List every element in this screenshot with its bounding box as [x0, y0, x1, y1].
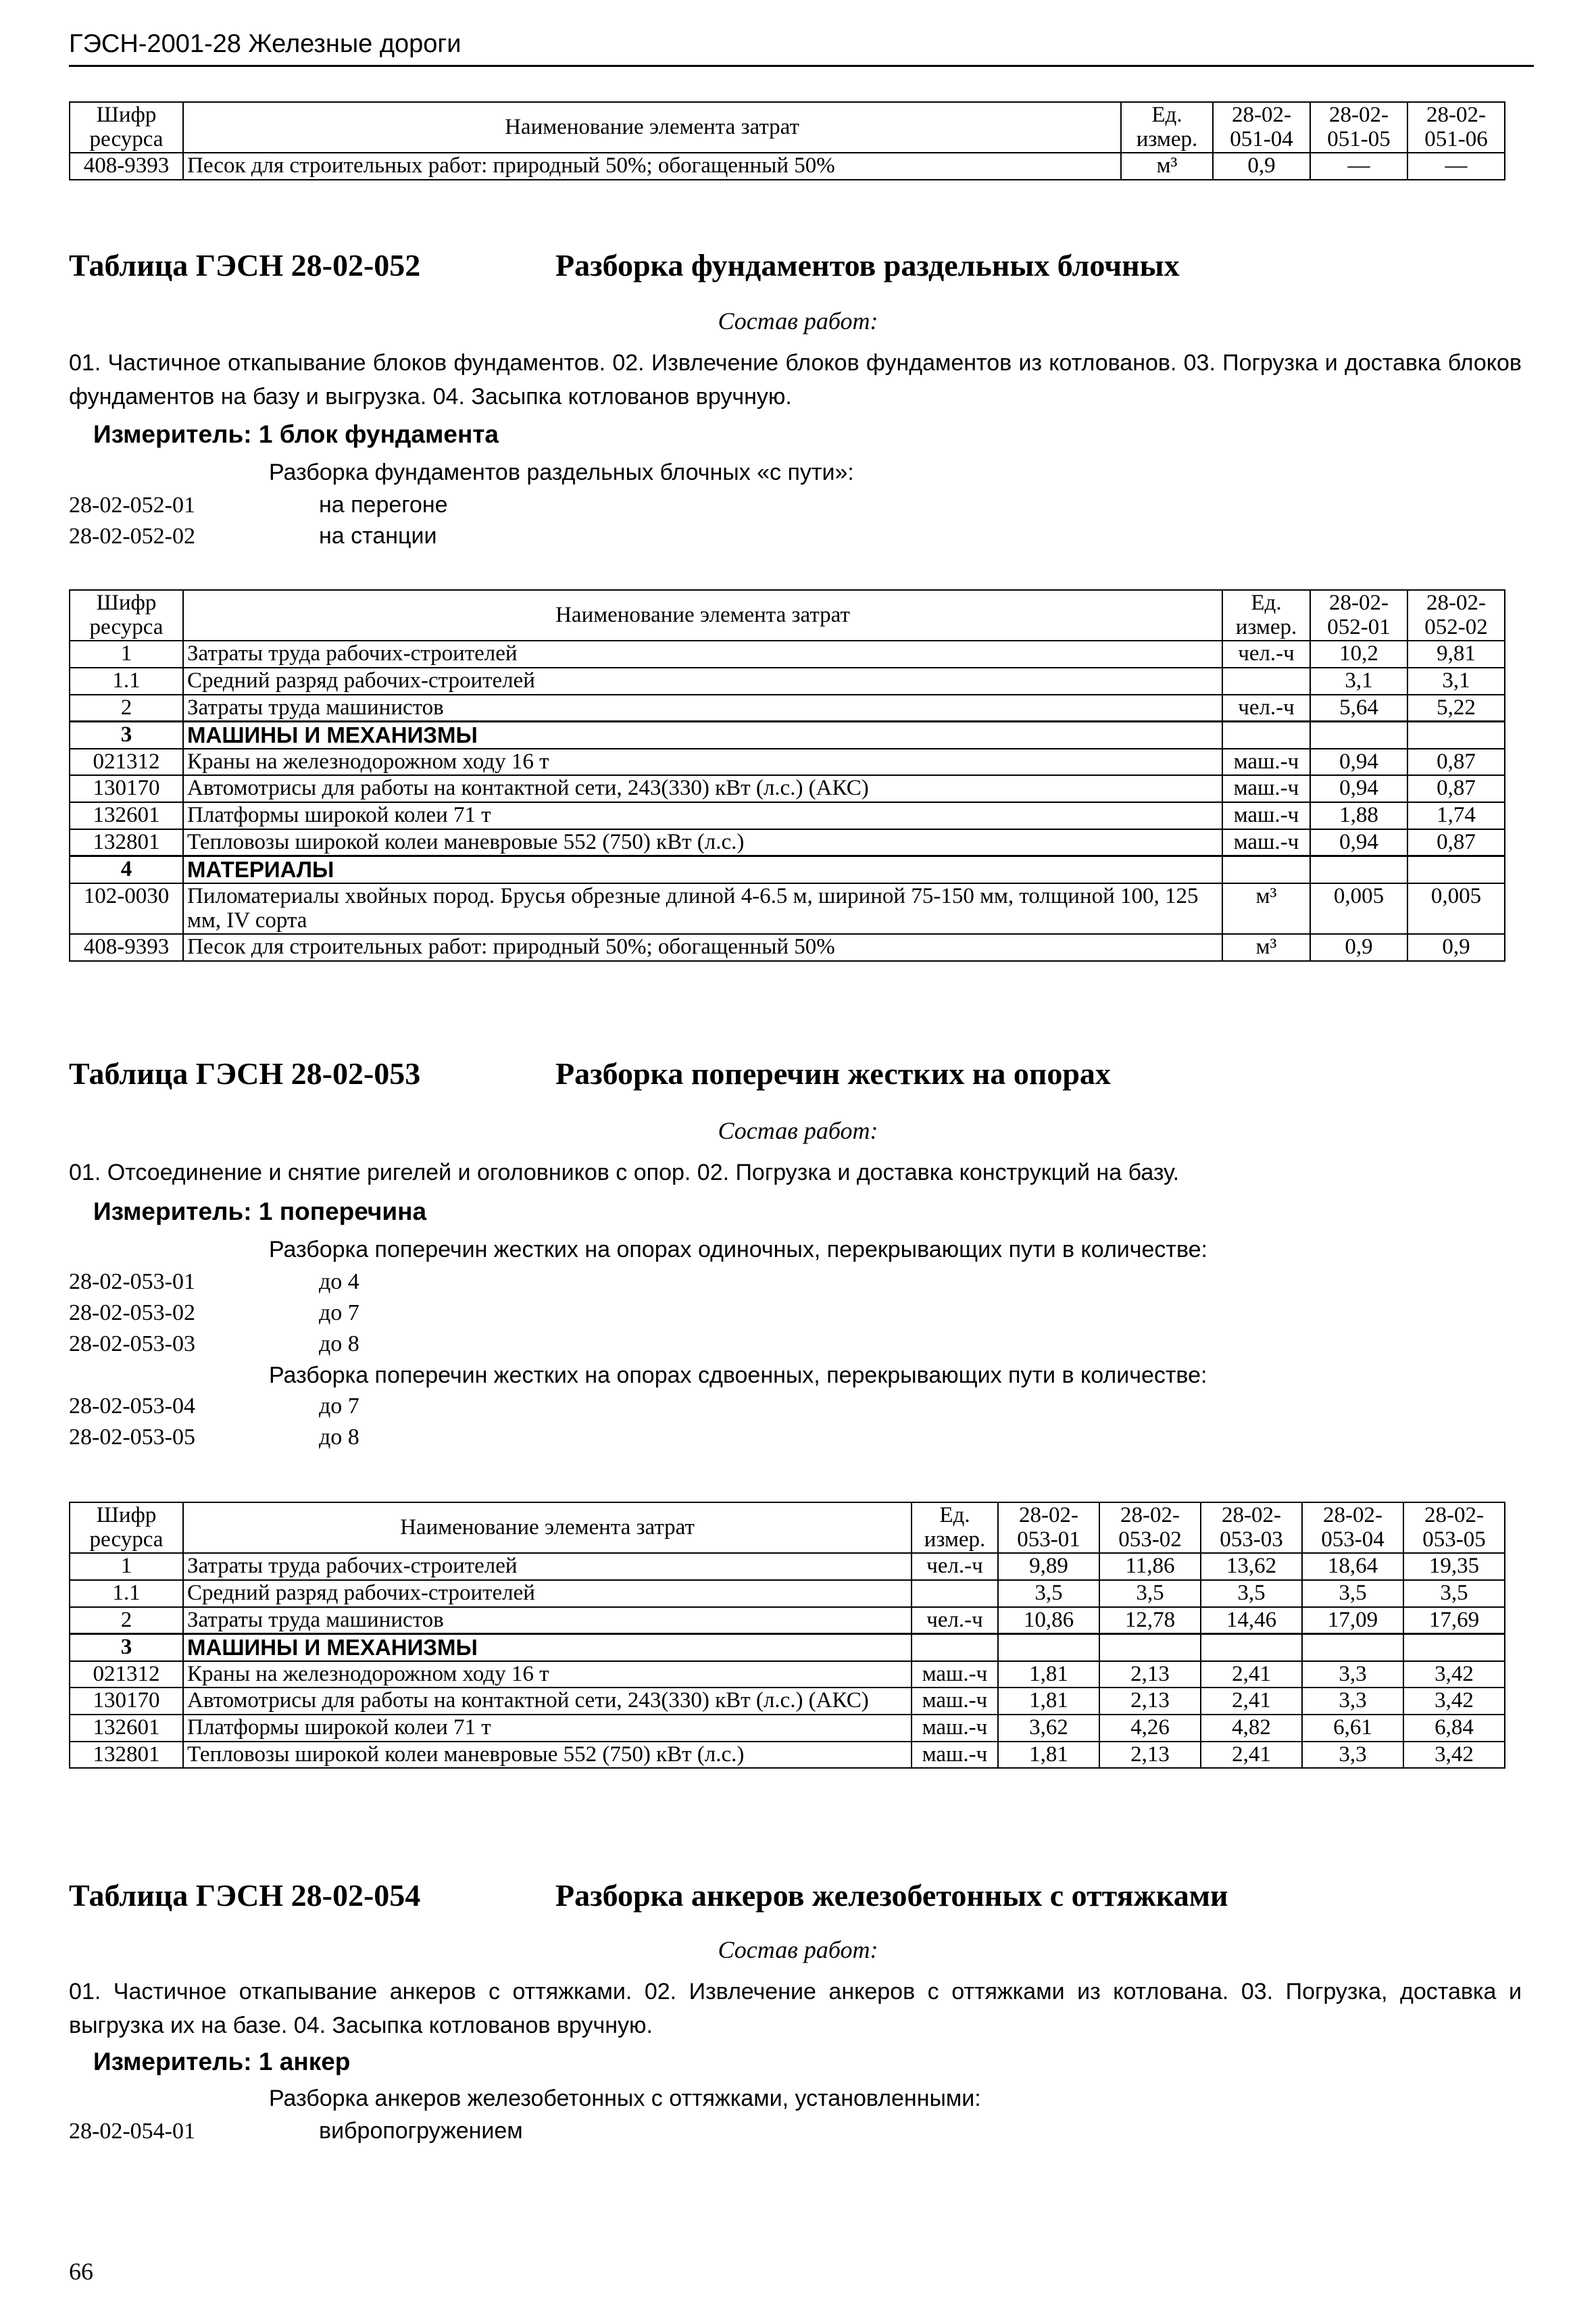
col-header-unit: Ед. измер. — [1222, 590, 1310, 641]
cell-norm-value: 0,94 — [1310, 749, 1407, 776]
norm-code: 28-02-053-01 — [69, 1269, 195, 1294]
cell-cost-element-name: Тепловозы широкой колеи маневровые 552 (750) кВт (л.с.) — [183, 829, 1222, 856]
norm-label: до 8 — [319, 1331, 359, 1356]
col-header-norm: 28-02-051-04 — [1213, 102, 1310, 153]
cell-resource-code: 408-9393 — [70, 153, 183, 180]
cell-norm-value: 4,82 — [1201, 1715, 1302, 1742]
cell-resource-code: 132801 — [70, 1742, 183, 1769]
cell-norm-value: 2,13 — [1099, 1742, 1201, 1769]
cell-unit: маш.-ч — [912, 1688, 998, 1715]
table-number: Таблица ГЭСН 28-02-053 — [69, 1056, 421, 1091]
cell-norm-value: 1,81 — [998, 1661, 1099, 1688]
cell-norm-value: 3,3 — [1302, 1661, 1403, 1688]
cell-unit: маш.-ч — [1222, 829, 1310, 856]
cell-unit: м³ — [1222, 883, 1310, 934]
col-header-name: Наименование элемента затрат — [183, 102, 1121, 153]
table-header-row — [70, 590, 1505, 641]
norm-item — [69, 1331, 359, 1357]
norm-item — [69, 1425, 359, 1450]
table-number: Таблица ГЭСН 28-02-052 — [69, 248, 421, 282]
cell-resource-code: 1.1 — [70, 1580, 183, 1607]
cell-cost-element-name: Затраты труда рабочих-строителей — [183, 1553, 912, 1580]
work-composition-label: Состав работ: — [718, 307, 878, 335]
cell-cost-element-name: Песок для строительных работ: природный 50%; обогащенный 50% — [183, 153, 1121, 180]
cell-unit — [912, 1580, 998, 1607]
cell-norm-value: 9,89 — [998, 1553, 1099, 1580]
col-header-norm: 28-02-052-01 — [1310, 590, 1407, 641]
table-row — [70, 1688, 1505, 1715]
cell-norm-value: 2,41 — [1201, 1742, 1302, 1769]
cell-norm-value: 0,94 — [1310, 775, 1407, 802]
cell-cost-element-name: Краны на железнодорожном ходу 16 т — [183, 749, 1222, 776]
norm-code: 28-02-052-02 — [69, 524, 195, 549]
cell-cost-element-name: Тепловозы широкой колеи маневровые 552 (750) кВт (л.с.) — [183, 1742, 912, 1769]
cell-cost-element-name: Средний разряд рабочих-строителей — [183, 1580, 912, 1607]
cell-norm-value: 0,94 — [1310, 829, 1407, 856]
table-row — [70, 695, 1505, 722]
col-header-norm: 28-02-052-02 — [1407, 590, 1505, 641]
cell-norm-value: 3,5 — [1302, 1580, 1403, 1607]
cell-cost-element-name: Автомотрисы для работы на контактной сети, 243(330) кВт (л.с.) (АКС) — [183, 775, 1222, 802]
table-row — [70, 1742, 1505, 1769]
norm-intro: Разборка поперечин жестких на опорах одиночных, перекрывающих пути в количестве: — [269, 1237, 1208, 1262]
work-composition-label: Состав работ: — [718, 1936, 878, 1963]
cell-resource-code: 130170 — [70, 775, 183, 802]
cell-cost-element-name: Затраты труда рабочих-строителей — [183, 641, 1222, 668]
col-header-norm: 28-02-053-01 — [998, 1502, 1099, 1553]
table-row — [70, 883, 1505, 934]
work-description: 01. Частичное откапывание блоков фундаментов. 02. Извлечение блоков фундаментов из котлованов. 03. Погрузка и доставка блоков фундаментов на базу и выгрузка. 04. Засыпка котлованов вручную. — [69, 350, 1522, 410]
table-row — [70, 153, 1505, 180]
norm-code: 28-02-052-01 — [69, 493, 195, 518]
table-title — [69, 247, 1180, 283]
cell-norm-value: 17,69 — [1403, 1607, 1505, 1634]
work-description: 01. Частичное откапывание анкеров с оттяжками. 02. Извлечение анкеров с оттяжками из котлована. 03. Погрузка, доставка и выгрузка их на базе. 04. Засыпка котлованов вручную. — [69, 1979, 1522, 2038]
cell-norm-value — [1201, 1634, 1302, 1661]
table-header-row — [70, 102, 1505, 153]
table-row — [70, 1553, 1505, 1580]
col-header-name: Наименование элемента затрат — [183, 590, 1222, 641]
col-header-unit: Ед. измер. — [1121, 102, 1213, 153]
work-composition-label: Состав работ: — [718, 1117, 878, 1144]
col-header-code: Шифр ресурса — [70, 1502, 183, 1553]
cell-unit: чел.-ч — [1222, 641, 1310, 668]
cell-norm-value: 0,9 — [1310, 934, 1407, 961]
cell-norm-value — [1407, 722, 1505, 749]
table-052 — [69, 589, 1505, 962]
table-row — [70, 856, 1505, 883]
cell-norm-value: 13,62 — [1201, 1553, 1302, 1580]
norm-item — [69, 1300, 359, 1326]
norm-label: вибропогружением — [319, 2118, 523, 2144]
cell-norm-value: 19,35 — [1403, 1553, 1505, 1580]
cell-resource-code: 1 — [70, 1553, 183, 1580]
cell-norm-value: 6,61 — [1302, 1715, 1403, 1742]
cell-unit: маш.-ч — [1222, 775, 1310, 802]
table-name: Разборка анкеров железобетонных с оттяжками — [555, 1878, 1228, 1913]
cell-norm-value — [998, 1634, 1099, 1661]
cell-norm-value: 14,46 — [1201, 1607, 1302, 1634]
cell-resource-code: 132801 — [70, 829, 183, 856]
table-051-continuation — [69, 101, 1505, 180]
norm-code: 28-02-053-03 — [69, 1331, 195, 1356]
cell-cost-element-name: МАШИНЫ И МЕХАНИЗМЫ — [183, 1634, 912, 1661]
cell-unit: чел.-ч — [1222, 695, 1310, 722]
cell-cost-element-name: Средний разряд рабочих-строителей — [183, 668, 1222, 695]
cell-norm-value: 0,87 — [1407, 749, 1505, 776]
col-header-norm: 28-02-051-06 — [1407, 102, 1505, 153]
norm-label: до 7 — [319, 1300, 359, 1325]
col-header-norm: 28-02-051-05 — [1310, 102, 1407, 153]
norm-item — [69, 2118, 523, 2144]
cell-norm-value: 1,81 — [998, 1688, 1099, 1715]
cell-resource-code: 132601 — [70, 802, 183, 829]
table-row — [70, 722, 1505, 749]
cell-resource-code: 3 — [70, 1634, 183, 1661]
cell-resource-code: 1 — [70, 641, 183, 668]
cell-cost-element-name: Песок для строительных работ: природный 50%; обогащенный 50% — [183, 934, 1222, 961]
cell-unit: маш.-ч — [1222, 749, 1310, 776]
norm-item — [69, 1394, 359, 1419]
cell-resource-code: 021312 — [70, 1661, 183, 1688]
norm-label: на станции — [319, 523, 437, 549]
cell-unit — [1222, 856, 1310, 883]
cell-unit: чел.-ч — [912, 1553, 998, 1580]
norm-label: до 8 — [319, 1425, 359, 1450]
col-header-code: Шифр ресурса — [70, 590, 183, 641]
cell-norm-value: 3,62 — [998, 1715, 1099, 1742]
cell-norm-value: 3,5 — [1099, 1580, 1201, 1607]
cell-cost-element-name: Краны на железнодорожном ходу 16 т — [183, 1661, 912, 1688]
cell-norm-value: 0,9 — [1213, 153, 1310, 180]
col-header-norm: 28-02-053-05 — [1403, 1502, 1505, 1553]
header-rule — [69, 65, 1534, 67]
cell-norm-value — [1302, 1634, 1403, 1661]
cell-resource-code: 4 — [70, 856, 183, 883]
table-row — [70, 668, 1505, 695]
cell-norm-value: 2,41 — [1201, 1661, 1302, 1688]
cell-resource-code: 021312 — [70, 749, 183, 776]
cell-norm-value: 2,13 — [1099, 1688, 1201, 1715]
table-title — [69, 1877, 1228, 1913]
norm-code: 28-02-053-04 — [69, 1394, 195, 1419]
table-name: Разборка поперечин жестких на опорах — [555, 1056, 1111, 1091]
col-header-norm: 28-02-053-04 — [1302, 1502, 1403, 1553]
cell-norm-value: 3,5 — [998, 1580, 1099, 1607]
cell-norm-value: 0,87 — [1407, 775, 1505, 802]
cell-unit: маш.-ч — [912, 1715, 998, 1742]
norm-item — [69, 1269, 359, 1295]
cell-cost-element-name: МАТЕРИАЛЫ — [183, 856, 1222, 883]
cell-unit — [1222, 668, 1310, 695]
cell-norm-value: — — [1407, 153, 1505, 180]
table-row — [70, 934, 1505, 961]
table-body — [70, 153, 1505, 180]
cell-unit: чел.-ч — [912, 1607, 998, 1634]
cell-norm-value: 5,64 — [1310, 695, 1407, 722]
cell-norm-value: — — [1310, 153, 1407, 180]
col-header-unit: Ед. измер. — [912, 1502, 998, 1553]
table-body — [70, 1553, 1505, 1768]
table-row — [70, 802, 1505, 829]
table-053 — [69, 1502, 1505, 1769]
norm-item — [69, 492, 448, 518]
norm-code: 28-02-054-01 — [69, 2119, 195, 2144]
cell-norm-value: 3,3 — [1302, 1688, 1403, 1715]
cell-norm-value: 3,5 — [1403, 1580, 1505, 1607]
cell-unit — [1222, 722, 1310, 749]
cell-norm-value: 2,13 — [1099, 1661, 1201, 1688]
cell-norm-value — [1099, 1634, 1201, 1661]
cell-norm-value: 4,26 — [1099, 1715, 1201, 1742]
cell-unit: маш.-ч — [912, 1661, 998, 1688]
cell-norm-value: 0,005 — [1310, 883, 1407, 934]
work-description: 01. Отсоединение и снятие ригелей и оголовников с опор. 02. Погрузка и доставка конструкций на базу. — [69, 1160, 1180, 1185]
cell-resource-code: 132601 — [70, 1715, 183, 1742]
measure-unit: Измеритель: 1 блок фундамента — [93, 420, 499, 448]
cell-resource-code: 2 — [70, 1607, 183, 1634]
cell-norm-value — [1407, 856, 1505, 883]
cell-norm-value: 3,42 — [1403, 1742, 1505, 1769]
cell-norm-value: 3,1 — [1407, 668, 1505, 695]
cell-resource-code: 1.1 — [70, 668, 183, 695]
cell-norm-value: 12,78 — [1099, 1607, 1201, 1634]
measure-unit: Измеритель: 1 поперечина — [93, 1198, 427, 1225]
table-row — [70, 1715, 1505, 1742]
cell-norm-value: 3,42 — [1403, 1688, 1505, 1715]
col-header-norm: 28-02-053-02 — [1099, 1502, 1201, 1553]
cell-norm-value: 18,64 — [1302, 1553, 1403, 1580]
cell-norm-value: 2,41 — [1201, 1688, 1302, 1715]
cell-cost-element-name: Пиломатериалы хвойных пород. Брусья обрезные длиной 4-6.5 м, шириной 75-150 мм, толщиной 100, 125 мм, IV сорта — [183, 883, 1222, 934]
table-number: Таблица ГЭСН 28-02-054 — [69, 1878, 421, 1913]
table-row — [70, 1661, 1505, 1688]
cell-resource-code: 130170 — [70, 1688, 183, 1715]
running-header: ГЭСН-2001-28 Железные дороги — [69, 30, 462, 58]
cell-cost-element-name: Платформы широкой колеи 71 т — [183, 802, 1222, 829]
cell-norm-value — [1403, 1634, 1505, 1661]
table-row — [70, 1607, 1505, 1634]
cell-resource-code: 2 — [70, 695, 183, 722]
cell-norm-value: 3,1 — [1310, 668, 1407, 695]
cell-resource-code: 102-0030 — [70, 883, 183, 934]
cell-unit: маш.-ч — [912, 1742, 998, 1769]
cell-norm-value — [1310, 856, 1407, 883]
table-title — [69, 1056, 1111, 1091]
table-row — [70, 1634, 1505, 1661]
col-header-norm: 28-02-053-03 — [1201, 1502, 1302, 1553]
cell-unit: м³ — [1222, 934, 1310, 961]
col-header-name: Наименование элемента затрат — [183, 1502, 912, 1553]
cell-norm-value: 3,5 — [1201, 1580, 1302, 1607]
cell-norm-value: 11,86 — [1099, 1553, 1201, 1580]
cell-norm-value: 10,86 — [998, 1607, 1099, 1634]
norm-intro: Разборка анкеров железобетонных с оттяжками, установленными: — [269, 2086, 981, 2111]
cell-cost-element-name: Автомотрисы для работы на контактной сети, 243(330) кВт (л.с.) (АКС) — [183, 1688, 912, 1715]
page-number: 66 — [69, 2258, 93, 2285]
table-row — [70, 775, 1505, 802]
norm-intro: Разборка поперечин жестких на опорах сдвоенных, перекрывающих пути в количестве: — [269, 1362, 1207, 1388]
cell-norm-value: 3,42 — [1403, 1661, 1505, 1688]
cell-cost-element-name: Затраты труда машинистов — [183, 1607, 912, 1634]
norm-code: 28-02-053-02 — [69, 1300, 195, 1325]
table-name: Разборка фундаментов раздельных блочных — [555, 248, 1180, 282]
cell-norm-value: 9,81 — [1407, 641, 1505, 668]
table-row — [70, 829, 1505, 856]
norm-label: до 7 — [319, 1394, 359, 1419]
norm-code: 28-02-053-05 — [69, 1425, 195, 1450]
cell-unit: м³ — [1121, 153, 1213, 180]
cell-norm-value: 6,84 — [1403, 1715, 1505, 1742]
measure-unit: Измеритель: 1 анкер — [93, 2048, 351, 2075]
cell-norm-value: 3,3 — [1302, 1742, 1403, 1769]
col-header-code: Шифр ресурса — [70, 102, 183, 153]
cell-cost-element-name: Платформы широкой колеи 71 т — [183, 1715, 912, 1742]
cell-norm-value: 5,22 — [1407, 695, 1505, 722]
norm-intro: Разборка фундаментов раздельных блочных «с пути»: — [269, 460, 854, 485]
cell-norm-value: 0,9 — [1407, 934, 1505, 961]
cell-norm-value: 0,87 — [1407, 829, 1505, 856]
cell-resource-code: 408-9393 — [70, 934, 183, 961]
cell-norm-value: 1,88 — [1310, 802, 1407, 829]
norm-label: до 4 — [319, 1269, 359, 1294]
cell-norm-value: 10,2 — [1310, 641, 1407, 668]
cell-norm-value: 1,81 — [998, 1742, 1099, 1769]
cell-norm-value — [1310, 722, 1407, 749]
cell-cost-element-name: МАШИНЫ И МЕХАНИЗМЫ — [183, 722, 1222, 749]
table-row — [70, 749, 1505, 776]
cell-unit: маш.-ч — [1222, 802, 1310, 829]
table-row — [70, 641, 1505, 668]
cell-unit — [912, 1634, 998, 1661]
norm-label: на перегоне — [319, 492, 448, 518]
table-body — [70, 641, 1505, 961]
cell-resource-code: 3 — [70, 722, 183, 749]
table-row — [70, 1580, 1505, 1607]
cell-norm-value: 0,005 — [1407, 883, 1505, 934]
table-header-row — [70, 1502, 1505, 1553]
cell-cost-element-name: Затраты труда машинистов — [183, 695, 1222, 722]
norm-item — [69, 523, 437, 549]
cell-norm-value: 17,09 — [1302, 1607, 1403, 1634]
cell-norm-value: 1,74 — [1407, 802, 1505, 829]
